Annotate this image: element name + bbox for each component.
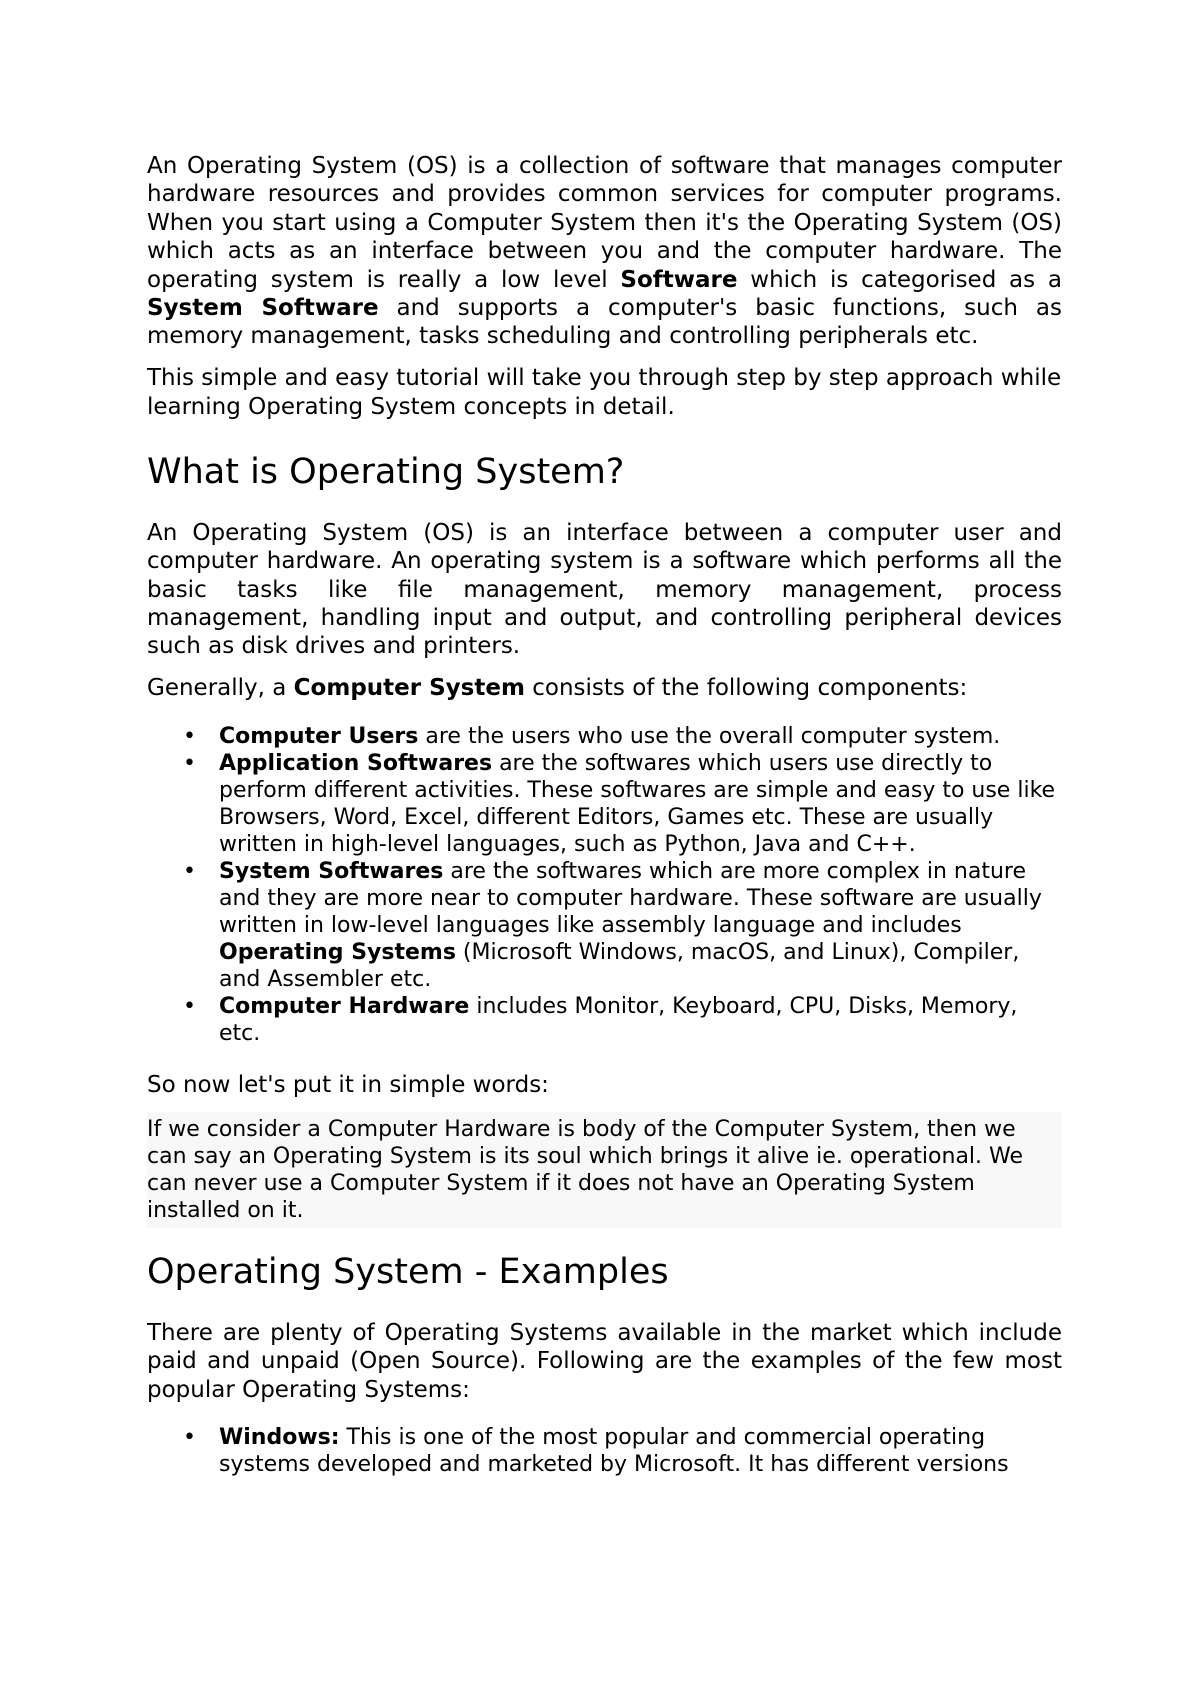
intro-bold-software: Software xyxy=(620,266,738,293)
generally-paragraph xyxy=(147,674,1062,703)
bullet-icon: • xyxy=(183,1425,196,1451)
bullet-icon: • xyxy=(183,993,196,1019)
item-term: Application Softwares xyxy=(219,750,493,776)
item-term-operating-systems: Operating Systems xyxy=(219,939,456,965)
item-term: Computer Hardware xyxy=(219,993,470,1019)
item-description-continued: (Microsoft Windows, macOS, and Linux), Compiler, and Assembler etc. xyxy=(219,939,1020,992)
generally-bold-computer-system: Computer System xyxy=(293,674,525,701)
what-is-os-heading: What is Operating System? xyxy=(147,451,625,492)
item-description: This is one of the most popular and commercial operating systems developed and marketed by Microsoft. It has different versions xyxy=(219,1425,1009,1478)
intro-text-2: which is categorised as a xyxy=(737,266,1062,293)
examples-intro-paragraph: There are plenty of Operating Systems available in the market which include paid and unpaid (Open Source). Following are the examples of the few most popular Operating Systems: xyxy=(147,1319,1062,1403)
item-description: are the users who use the overall computer system. xyxy=(418,723,1001,749)
list-item-system-softwares xyxy=(147,858,1062,993)
os-definition-paragraph: An Operating System (OS) is an interface between a computer user and computer hardware. An operating system is a software which performs all the basic tasks like file management, memory management, process management, handling input and output, and controlling peripheral devices such as disk drives and printers. xyxy=(147,519,1062,660)
generally-text-1: Generally, a xyxy=(147,674,294,701)
list-item-windows xyxy=(147,1424,1062,1478)
tutorial-paragraph: This simple and easy tutorial will take you through step by step approach while learning Operating System concepts in detail. xyxy=(147,364,1062,420)
item-description: are the softwares which users use directly to perform different activities. These softwares are simple and easy to use like Browsers, Word, Excel, different Editors, Games etc. These are usually written in high-level languages, such as Python, Java and C++. xyxy=(219,750,1056,857)
bullet-icon: • xyxy=(183,723,196,749)
generally-text-2: consists of the following components: xyxy=(524,674,968,701)
list-item-computer-hardware xyxy=(147,993,1062,1047)
examples-heading: Operating System - Examples xyxy=(147,1251,669,1292)
examples-list xyxy=(147,1424,1062,1478)
bullet-icon: • xyxy=(183,750,196,776)
components-list xyxy=(147,723,1062,1047)
item-term: System Softwares xyxy=(219,858,444,884)
simple-words-paragraph: So now let's put it in simple words: xyxy=(147,1071,549,1098)
item-term: Windows: xyxy=(219,1425,340,1451)
intro-text-3: and supports a computer's basic functions, such as memory management, tasks scheduling and controlling peripherals etc. xyxy=(147,295,1062,350)
item-term: Computer Users xyxy=(219,723,419,749)
intro-paragraph xyxy=(147,152,1062,351)
intro-text-1: An Operating System (OS) is a collection of software that manages computer hardware resources and provides common services for computer programs. When you start using a Computer System then it's the Operating System (OS) which acts as an interface between you and the computer hardware. The operating system is really a low level xyxy=(147,153,1062,293)
quote-box: If we consider a Computer Hardware is body of the Computer System, then we can say an Operating System is its soul which brings it alive ie. operational. We can never use a Computer System if it does not have an Operating System installed on it. xyxy=(147,1112,1062,1228)
item-description: are the softwares which are more complex in nature and they are more near to computer hardware. These software are usually written in low-level languages like assembly language and includes xyxy=(219,858,1042,938)
list-item-application-softwares xyxy=(147,750,1062,858)
bullet-icon: • xyxy=(183,858,196,884)
document-content xyxy=(147,152,1062,1478)
list-item-computer-users xyxy=(147,723,1062,750)
intro-bold-system-software: System Software xyxy=(147,295,379,322)
item-description: includes Monitor, Keyboard, CPU, Disks, Memory, etc. xyxy=(219,993,1018,1046)
